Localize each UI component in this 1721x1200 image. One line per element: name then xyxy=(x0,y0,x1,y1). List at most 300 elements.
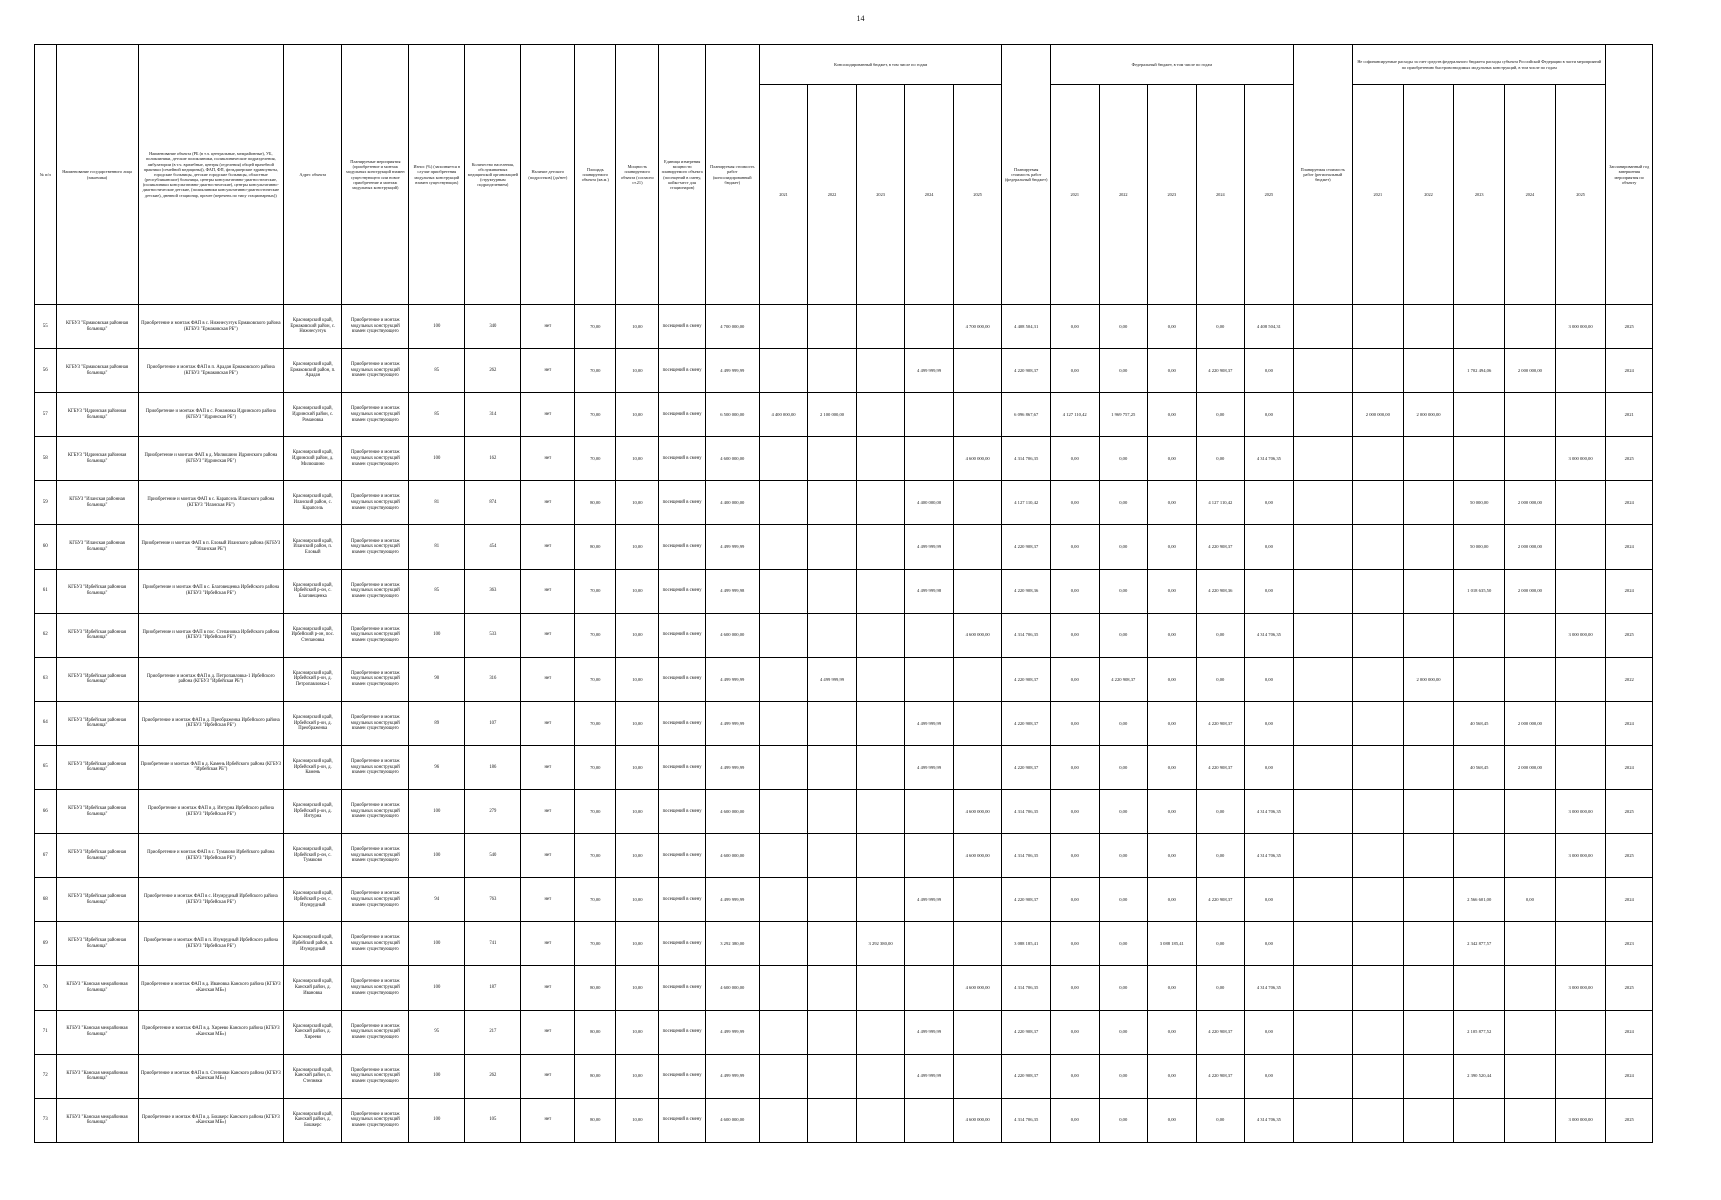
institution-cell: КГБУЗ "Иланская районная больница" xyxy=(56,525,138,569)
federal-2025-cell: 4 314 706,35 xyxy=(1245,834,1294,878)
consolidated-2021-cell: 4 400 000,00 xyxy=(759,393,808,437)
header-federal-group: Федеральный бюджет, в том числе по годам xyxy=(1050,45,1293,85)
wear-cell: 100 xyxy=(409,790,465,834)
federal-2021-cell: 0,00 xyxy=(1050,569,1099,613)
institution-cell: КГБУЗ "Ирбейская районная больница" xyxy=(56,657,138,701)
measure-cell: Приобретение и монтаж модульных конструкций взамен существующего xyxy=(342,834,409,878)
children-cell: нет xyxy=(521,701,575,745)
header-year: 2021 xyxy=(1050,85,1099,305)
regional-2023-cell: 2 390 520,44 xyxy=(1454,1054,1505,1098)
federal-2022-cell: 0,00 xyxy=(1099,922,1148,966)
unit-cell: посещений в смену xyxy=(659,437,705,481)
object-name-cell: Приобретение и монтаж ФАП в пос. Степановка Ирбейского района (КГБУЗ "Ирбейская РБ") xyxy=(138,613,284,657)
institution-cell: КГБУЗ "Ирбейская районная больница" xyxy=(56,922,138,966)
federal-2023-cell: 0,00 xyxy=(1148,481,1197,525)
federal-2023-cell: 0,00 xyxy=(1148,878,1197,922)
planned-cost-cell: 4 700 000,00 xyxy=(705,305,759,349)
consolidated-2023-cell: 3 292 380,00 xyxy=(856,922,905,966)
wear-cell: 96 xyxy=(409,745,465,789)
regional-2024-cell: 2 000 000,00 xyxy=(1505,481,1556,525)
header-wear: Износ (%) (заполняется в случае приобретения модульных конструкций взамен существующих) xyxy=(409,45,465,305)
regional-2022-cell xyxy=(1403,525,1454,569)
population-cell: 162 xyxy=(465,437,521,481)
capacity-cell: 10,00 xyxy=(616,305,659,349)
regional-2022-cell xyxy=(1403,1054,1454,1098)
federal-2023-cell: 0,00 xyxy=(1148,613,1197,657)
address-cell: Красноярский край, Идринский район, д. Милюшино xyxy=(284,437,342,481)
measure-cell: Приобретение и монтаж модульных конструкций взамен существующего xyxy=(342,349,409,393)
header-consolidated-group: Консолидированный бюджет, в том числе по годам xyxy=(759,45,1002,85)
consolidated-2021-cell xyxy=(759,922,808,966)
measure-cell: Приобретение и монтаж модульных конструкций взамен существующего xyxy=(342,613,409,657)
header-year: 2025 xyxy=(1555,85,1606,305)
area-cell: 70,00 xyxy=(575,878,616,922)
federal-2025-cell: 4 314 706,35 xyxy=(1245,437,1294,481)
regional-2023-cell: 50 000,00 xyxy=(1454,525,1505,569)
federal-2024-cell: 4 220 908,37 xyxy=(1196,701,1245,745)
federal-cost-cell: 4 220 908,37 xyxy=(1002,657,1051,701)
measure-cell: Приобретение и монтаж модульных конструкций взамен существующего xyxy=(342,966,409,1010)
unit-cell: посещений в смену xyxy=(659,966,705,1010)
regional-2023-cell xyxy=(1454,393,1505,437)
row-number: 67 xyxy=(35,834,57,878)
federal-2024-cell: 4 220 908,37 xyxy=(1196,525,1245,569)
federal-2025-cell: 4 314 706,35 xyxy=(1245,1098,1294,1142)
consolidated-2023-cell xyxy=(856,305,905,349)
row-number: 56 xyxy=(35,349,57,393)
regional-2024-cell xyxy=(1505,613,1556,657)
population-cell: 107 xyxy=(465,701,521,745)
consolidated-2024-cell: 4 400 000,00 xyxy=(905,481,954,525)
regional-2022-cell xyxy=(1403,745,1454,789)
consolidated-2022-cell xyxy=(808,701,857,745)
regional-2025-cell: 3 000 000,00 xyxy=(1555,613,1606,657)
consolidated-2025-cell: 4 600 000,00 xyxy=(953,966,1002,1010)
object-name-cell: Приобретение и монтаж ФАП в д. Милюшино Идринского района (КГБУЗ "Идринская РБ") xyxy=(138,437,284,481)
consolidated-2024-cell: 4 499 999,99 xyxy=(905,745,954,789)
consolidated-2023-cell xyxy=(856,393,905,437)
consolidated-2021-cell xyxy=(759,745,808,789)
regional-2021-cell xyxy=(1352,613,1403,657)
federal-2025-cell: 0,00 xyxy=(1245,349,1294,393)
children-cell: нет xyxy=(521,569,575,613)
wear-cell: 90 xyxy=(409,657,465,701)
federal-2021-cell: 0,00 xyxy=(1050,1098,1099,1142)
table-row xyxy=(35,481,1653,525)
consolidated-2023-cell xyxy=(856,878,905,922)
regional-2022-cell xyxy=(1403,790,1454,834)
consolidated-2024-cell xyxy=(905,966,954,1010)
federal-2023-cell: 0,00 xyxy=(1148,790,1197,834)
consolidated-2025-cell xyxy=(953,745,1002,789)
federal-2022-cell: 0,00 xyxy=(1099,1054,1148,1098)
unit-cell: посещений в смену xyxy=(659,393,705,437)
planned-cost-cell: 4 499 999,99 xyxy=(705,1010,759,1054)
federal-2024-cell: 4 220 908,37 xyxy=(1196,878,1245,922)
federal-2023-cell: 0,00 xyxy=(1148,525,1197,569)
federal-2024-cell: 0,00 xyxy=(1196,1098,1245,1142)
federal-2021-cell: 0,00 xyxy=(1050,745,1099,789)
consolidated-2025-cell: 4 600 000,00 xyxy=(953,790,1002,834)
federal-2023-cell: 0,00 xyxy=(1148,657,1197,701)
object-name-cell: Приобретение и монтаж ФАП в д. Камень Ирбейского района (КГБУЗ "Ирбейская РБ") xyxy=(138,745,284,789)
wear-cell: 81 xyxy=(409,481,465,525)
regional-cost-cell xyxy=(1293,1010,1352,1054)
row-number: 72 xyxy=(35,1054,57,1098)
children-cell: нет xyxy=(521,393,575,437)
planned-cost-cell: 4 499 999,99 xyxy=(705,701,759,745)
address-cell: Красноярский край, Иланский район, п. Еловый xyxy=(284,525,342,569)
consolidated-2025-cell xyxy=(953,657,1002,701)
wear-cell: 85 xyxy=(409,569,465,613)
federal-2021-cell: 4 127 110,42 xyxy=(1050,393,1099,437)
regional-2023-cell: 40 568,45 xyxy=(1454,745,1505,789)
federal-2022-cell: 0,00 xyxy=(1099,834,1148,878)
capacity-cell: 10,00 xyxy=(616,790,659,834)
planned-cost-cell: 4 499 999,99 xyxy=(705,525,759,569)
address-cell: Красноярский край, Ирбейский р-он, д. Петропавловка-1 xyxy=(284,657,342,701)
consolidated-2021-cell xyxy=(759,481,808,525)
wear-cell: 100 xyxy=(409,1054,465,1098)
object-name-cell: Приобретение и монтаж ФАП в с. Благовещенка Ирбейского района (КГБУЗ "Ирбейская РБ") xyxy=(138,569,284,613)
budget-table xyxy=(34,44,1653,1143)
consolidated-2024-cell: 4 499 999,99 xyxy=(905,349,954,393)
federal-2022-cell: 0,00 xyxy=(1099,701,1148,745)
federal-2021-cell: 0,00 xyxy=(1050,349,1099,393)
regional-2024-cell: 2 000 000,00 xyxy=(1505,745,1556,789)
unit-cell: посещений в смену xyxy=(659,1010,705,1054)
population-cell: 262 xyxy=(465,1054,521,1098)
object-name-cell: Приобретение и монтаж ФАП в с. Тумаково Ирбейского района (КГБУЗ "Ирбейская РБ") xyxy=(138,834,284,878)
regional-2025-cell xyxy=(1555,1054,1606,1098)
population-cell: 363 xyxy=(465,569,521,613)
federal-2025-cell: 0,00 xyxy=(1245,657,1294,701)
regional-cost-cell xyxy=(1293,525,1352,569)
institution-cell: КГБУЗ "Канская межрайонная больница" xyxy=(56,1054,138,1098)
regional-cost-cell xyxy=(1293,1098,1352,1142)
federal-cost-cell: 4 220 908,37 xyxy=(1002,1054,1051,1098)
area-cell: 70,00 xyxy=(575,922,616,966)
population-cell: 540 xyxy=(465,834,521,878)
federal-2023-cell: 0,00 xyxy=(1148,349,1197,393)
federal-2024-cell: 4 220 908,36 xyxy=(1196,569,1245,613)
regional-2021-cell xyxy=(1352,657,1403,701)
consolidated-2021-cell xyxy=(759,657,808,701)
federal-2025-cell: 0,00 xyxy=(1245,1010,1294,1054)
children-cell: нет xyxy=(521,1054,575,1098)
measure-cell: Приобретение и монтаж модульных конструкций взамен существующего xyxy=(342,569,409,613)
federal-2023-cell: 0,00 xyxy=(1148,569,1197,613)
consolidated-2022-cell xyxy=(808,966,857,1010)
regional-2025-cell: 3 000 000,00 xyxy=(1555,305,1606,349)
consolidated-2024-cell: 4 499 999,99 xyxy=(905,701,954,745)
measure-cell: Приобретение и монтаж модульных конструкций взамен существующего xyxy=(342,790,409,834)
federal-2022-cell: 0,00 xyxy=(1099,349,1148,393)
area-cell: 80,00 xyxy=(575,481,616,525)
header-population: Количество населения, обслуживаемых медицинской организацией (структурным подразделением) xyxy=(465,45,521,305)
address-cell: Красноярский край, Ермаковский район, п. Арадан xyxy=(284,349,342,393)
regional-2022-cell xyxy=(1403,966,1454,1010)
children-cell: нет xyxy=(521,657,575,701)
header-year: 2022 xyxy=(808,85,857,305)
federal-2024-cell: 0,00 xyxy=(1196,437,1245,481)
regional-2021-cell xyxy=(1352,569,1403,613)
measure-cell: Приобретение и монтаж модульных конструкций взамен существующего xyxy=(342,481,409,525)
federal-2021-cell: 0,00 xyxy=(1050,922,1099,966)
federal-2023-cell: 0,00 xyxy=(1148,701,1197,745)
federal-2025-cell: 4 314 706,35 xyxy=(1245,966,1294,1010)
regional-2024-cell: 2 000 000,00 xyxy=(1505,525,1556,569)
row-number: 58 xyxy=(35,437,57,481)
regional-2022-cell xyxy=(1403,878,1454,922)
regional-2024-cell xyxy=(1505,1098,1556,1142)
consolidated-2023-cell xyxy=(856,349,905,393)
header-children: Наличие детского (подростков) (да/нет) xyxy=(521,45,575,305)
header-regional-group: Не софинансируемые расходы за счет средств федерального бюджета расходы субъекта Российской Федерации в части мероприятий по приобретению быстровозводимых модульных конструкций, в том числе по годам xyxy=(1352,45,1605,85)
institution-cell: КГБУЗ "Ермаковская районная больница" xyxy=(56,349,138,393)
consolidated-2021-cell xyxy=(759,569,808,613)
children-cell: нет xyxy=(521,922,575,966)
object-name-cell: Приобретение и монтаж ФАП в д. Петропавловка-1 Ирбейского района (КГБУЗ "Ирбейская РБ") xyxy=(138,657,284,701)
federal-2023-cell: 0,00 xyxy=(1148,305,1197,349)
regional-2024-cell xyxy=(1505,966,1556,1010)
regional-2025-cell xyxy=(1555,878,1606,922)
children-cell: нет xyxy=(521,790,575,834)
measure-cell: Приобретение и монтаж модульных конструкций взамен существующего xyxy=(342,878,409,922)
children-cell: нет xyxy=(521,878,575,922)
measure-cell: Приобретение и монтаж модульных конструкций взамен существующего xyxy=(342,701,409,745)
children-cell: нет xyxy=(521,834,575,878)
address-cell: Красноярский край, Ирбейский р-он, с. Изумрудный xyxy=(284,878,342,922)
regional-2023-cell: 50 000,00 xyxy=(1454,481,1505,525)
consolidated-2024-cell xyxy=(905,437,954,481)
object-name-cell: Приобретение и монтаж ФАП в д. Бошкерс Канского района (КГБУЗ «Канская МБ») xyxy=(138,1098,284,1142)
unit-cell: посещений в смену xyxy=(659,569,705,613)
federal-cost-cell: 4 408 504,31 xyxy=(1002,305,1051,349)
federal-2025-cell: 0,00 xyxy=(1245,922,1294,966)
federal-2025-cell: 0,00 xyxy=(1245,525,1294,569)
federal-2023-cell: 3 088 185,41 xyxy=(1148,922,1197,966)
federal-2021-cell: 0,00 xyxy=(1050,1010,1099,1054)
consolidated-2021-cell xyxy=(759,437,808,481)
area-cell: 80,00 xyxy=(575,966,616,1010)
completion-year-cell: 2025 xyxy=(1606,1098,1653,1142)
federal-cost-cell: 4 220 908,37 xyxy=(1002,525,1051,569)
federal-2022-cell: 0,00 xyxy=(1099,1098,1148,1142)
address-cell: Красноярский край, Ирбейский р-он, с. Благовещенка xyxy=(284,569,342,613)
planned-cost-cell: 4 600 000,00 xyxy=(705,1098,759,1142)
federal-2021-cell: 0,00 xyxy=(1050,305,1099,349)
header-object-name: Наименование объекта (РБ (в т.ч. центральные, межрайонные), УБ, поликлиники, детские поликлиники, поликлинические подразделения, амбулатории (в т.ч. врачебные, центры (отделения) общей врачебной практики (семейной медицины)), ФАП, ФП, фельдшерские здравпункты, городские больницы, детские городские больницы, областные (республиканские) больницы, центры консультативно-диагностические, (поликлиники консультативно-диагностические), центры консультативно-диагностические детские, (поликлиники консультативно-диагностические детские), дневной стационар, прочее (перечень по типу стационарных)) xyxy=(138,45,284,305)
regional-2025-cell xyxy=(1555,922,1606,966)
wear-cell: 100 xyxy=(409,1098,465,1142)
header-year: 2023 xyxy=(1148,85,1197,305)
regional-2024-cell xyxy=(1505,305,1556,349)
consolidated-2022-cell xyxy=(808,437,857,481)
consolidated-2022-cell xyxy=(808,481,857,525)
wear-cell: 100 xyxy=(409,834,465,878)
federal-cost-cell: 4 127 110,42 xyxy=(1002,481,1051,525)
header-federal-cost: Планируемая стоимость работ (федеральный бюджет) xyxy=(1002,45,1051,305)
federal-cost-cell: 3 088 185,41 xyxy=(1002,922,1051,966)
regional-2021-cell xyxy=(1352,1010,1403,1054)
capacity-cell: 10,00 xyxy=(616,1010,659,1054)
planned-cost-cell: 4 499 999,99 xyxy=(705,878,759,922)
federal-2024-cell: 4 220 908,37 xyxy=(1196,1010,1245,1054)
population-cell: 741 xyxy=(465,922,521,966)
regional-2022-cell xyxy=(1403,349,1454,393)
federal-cost-cell: 6 096 867,67 xyxy=(1002,393,1051,437)
row-number: 55 xyxy=(35,305,57,349)
regional-cost-cell xyxy=(1293,790,1352,834)
area-cell: 70,00 xyxy=(575,701,616,745)
capacity-cell: 10,00 xyxy=(616,878,659,922)
header-year: 2025 xyxy=(1245,85,1294,305)
completion-year-cell: 2023 xyxy=(1606,922,1653,966)
wear-cell: 85 xyxy=(409,393,465,437)
header-completion-year: Запланированный год завершения мероприятия по объекту xyxy=(1606,45,1653,305)
capacity-cell: 10,00 xyxy=(616,966,659,1010)
regional-2022-cell xyxy=(1403,305,1454,349)
object-name-cell: Приобретение и монтаж ФАП в д. Ивановка Канского района (КГБУЗ «Канская МБ») xyxy=(138,966,284,1010)
consolidated-2022-cell: 4 499 999,99 xyxy=(808,657,857,701)
institution-cell: КГБУЗ "Идринская районная больница" xyxy=(56,393,138,437)
completion-year-cell: 2024 xyxy=(1606,525,1653,569)
wear-cell: 100 xyxy=(409,437,465,481)
object-name-cell: Приобретение и монтаж ФАП в д. Интурна Ирбейского района (КГБУЗ "Ирбейская РБ") xyxy=(138,790,284,834)
header-capacity: Мощность планируемого объекта (согласно ст.21) xyxy=(616,45,659,305)
consolidated-2025-cell: 4 600 000,00 xyxy=(953,613,1002,657)
consolidated-2023-cell xyxy=(856,569,905,613)
unit-cell: посещений в смену xyxy=(659,745,705,789)
planned-cost-cell: 4 499 999,99 xyxy=(705,1054,759,1098)
object-name-cell: Приобретение и монтаж ФАП в д. Преображенка Ирбейского района (КГБУЗ "Ирбейская РБ") xyxy=(138,701,284,745)
planned-cost-cell: 4 600 000,00 xyxy=(705,437,759,481)
population-cell: 105 xyxy=(465,1098,521,1142)
federal-2024-cell: 0,00 xyxy=(1196,393,1245,437)
regional-2023-cell: 1 018 635,50 xyxy=(1454,569,1505,613)
area-cell: 70,00 xyxy=(575,305,616,349)
regional-2025-cell xyxy=(1555,1010,1606,1054)
federal-2021-cell: 0,00 xyxy=(1050,790,1099,834)
federal-2023-cell: 0,00 xyxy=(1148,1054,1197,1098)
institution-cell: КГБУЗ "Ирбейская районная больница" xyxy=(56,569,138,613)
capacity-cell: 10,00 xyxy=(616,1054,659,1098)
row-number: 69 xyxy=(35,922,57,966)
measure-cell: Приобретение и монтаж модульных конструкций взамен существующего xyxy=(342,1054,409,1098)
regional-2021-cell xyxy=(1352,966,1403,1010)
object-name-cell: Приобретение и монтаж ФАП в с. Изумрудный Ирбейского района (КГБУЗ "Ирбейская РБ") xyxy=(138,878,284,922)
consolidated-2022-cell xyxy=(808,1098,857,1142)
unit-cell: посещений в смену xyxy=(659,349,705,393)
regional-2022-cell xyxy=(1403,834,1454,878)
children-cell: нет xyxy=(521,349,575,393)
completion-year-cell: 2024 xyxy=(1606,349,1653,393)
measure-cell: Приобретение и монтаж модульных конструкций взамен существующего xyxy=(342,437,409,481)
federal-2022-cell: 4 220 908,37 xyxy=(1099,657,1148,701)
federal-cost-cell: 4 314 706,35 xyxy=(1002,790,1051,834)
consolidated-2021-cell xyxy=(759,701,808,745)
capacity-cell: 10,00 xyxy=(616,481,659,525)
consolidated-2024-cell xyxy=(905,1098,954,1142)
regional-2021-cell xyxy=(1352,922,1403,966)
regional-2023-cell xyxy=(1454,305,1505,349)
regional-cost-cell xyxy=(1293,349,1352,393)
completion-year-cell: 2022 xyxy=(1606,657,1653,701)
federal-2025-cell: 0,00 xyxy=(1245,701,1294,745)
consolidated-2023-cell xyxy=(856,745,905,789)
table-row xyxy=(35,878,1653,922)
consolidated-2023-cell xyxy=(856,701,905,745)
regional-2024-cell: 0,00 xyxy=(1505,878,1556,922)
institution-cell: КГБУЗ "Канская межрайонная больница" xyxy=(56,966,138,1010)
children-cell: нет xyxy=(521,1010,575,1054)
federal-2023-cell: 0,00 xyxy=(1148,1010,1197,1054)
consolidated-2022-cell xyxy=(808,569,857,613)
consolidated-2024-cell: 4 499 999,99 xyxy=(905,1054,954,1098)
regional-2025-cell xyxy=(1555,701,1606,745)
regional-2024-cell xyxy=(1505,1010,1556,1054)
completion-year-cell: 2025 xyxy=(1606,790,1653,834)
regional-2021-cell xyxy=(1352,525,1403,569)
population-cell: 874 xyxy=(465,481,521,525)
regional-2021-cell xyxy=(1352,437,1403,481)
regional-2021-cell xyxy=(1352,834,1403,878)
consolidated-2021-cell xyxy=(759,834,808,878)
measure-cell: Приобретение и монтаж модульных конструкций взамен существующего xyxy=(342,1010,409,1054)
regional-2025-cell: 3 000 000,00 xyxy=(1555,437,1606,481)
header-year: 2022 xyxy=(1099,85,1148,305)
federal-2025-cell: 4 314 706,35 xyxy=(1245,790,1294,834)
federal-2022-cell: 0,00 xyxy=(1099,305,1148,349)
header-year: 2025 xyxy=(953,85,1002,305)
page-number: 14 xyxy=(856,14,865,23)
address-cell: Красноярский край, Канский район, д. Бошкерс xyxy=(284,1098,342,1142)
unit-cell: посещений в смену xyxy=(659,305,705,349)
table-body xyxy=(35,305,1653,1143)
federal-2021-cell: 0,00 xyxy=(1050,657,1099,701)
federal-2025-cell: 4 314 706,35 xyxy=(1245,613,1294,657)
address-cell: Красноярский край, Ирбейский р-он, пос. Степановка xyxy=(284,613,342,657)
table-row xyxy=(35,657,1653,701)
population-cell: 316 xyxy=(465,657,521,701)
regional-2024-cell xyxy=(1505,790,1556,834)
area-cell: 70,00 xyxy=(575,569,616,613)
completion-year-cell: 2024 xyxy=(1606,701,1653,745)
table-row xyxy=(35,1010,1653,1054)
federal-2022-cell: 0,00 xyxy=(1099,878,1148,922)
institution-cell: КГБУЗ "Ермаковская районная больница" xyxy=(56,305,138,349)
header-year: 2024 xyxy=(1196,85,1245,305)
planned-cost-cell: 6 500 000,00 xyxy=(705,393,759,437)
federal-2022-cell: 1 969 757,25 xyxy=(1099,393,1148,437)
measure-cell: Приобретение и монтаж модульных конструкций взамен существующего xyxy=(342,525,409,569)
institution-cell: КГБУЗ "Идринская районная больница" xyxy=(56,437,138,481)
consolidated-2022-cell xyxy=(808,878,857,922)
federal-2021-cell: 0,00 xyxy=(1050,525,1099,569)
regional-2022-cell xyxy=(1403,922,1454,966)
regional-2024-cell xyxy=(1505,922,1556,966)
area-cell: 70,00 xyxy=(575,790,616,834)
consolidated-2024-cell xyxy=(905,922,954,966)
consolidated-2025-cell: 4 600 000,00 xyxy=(953,834,1002,878)
table-row xyxy=(35,569,1653,613)
federal-2025-cell: 0,00 xyxy=(1245,569,1294,613)
row-number: 57 xyxy=(35,393,57,437)
federal-2024-cell: 0,00 xyxy=(1196,834,1245,878)
consolidated-2023-cell xyxy=(856,481,905,525)
consolidated-2024-cell: 4 499 999,99 xyxy=(905,525,954,569)
